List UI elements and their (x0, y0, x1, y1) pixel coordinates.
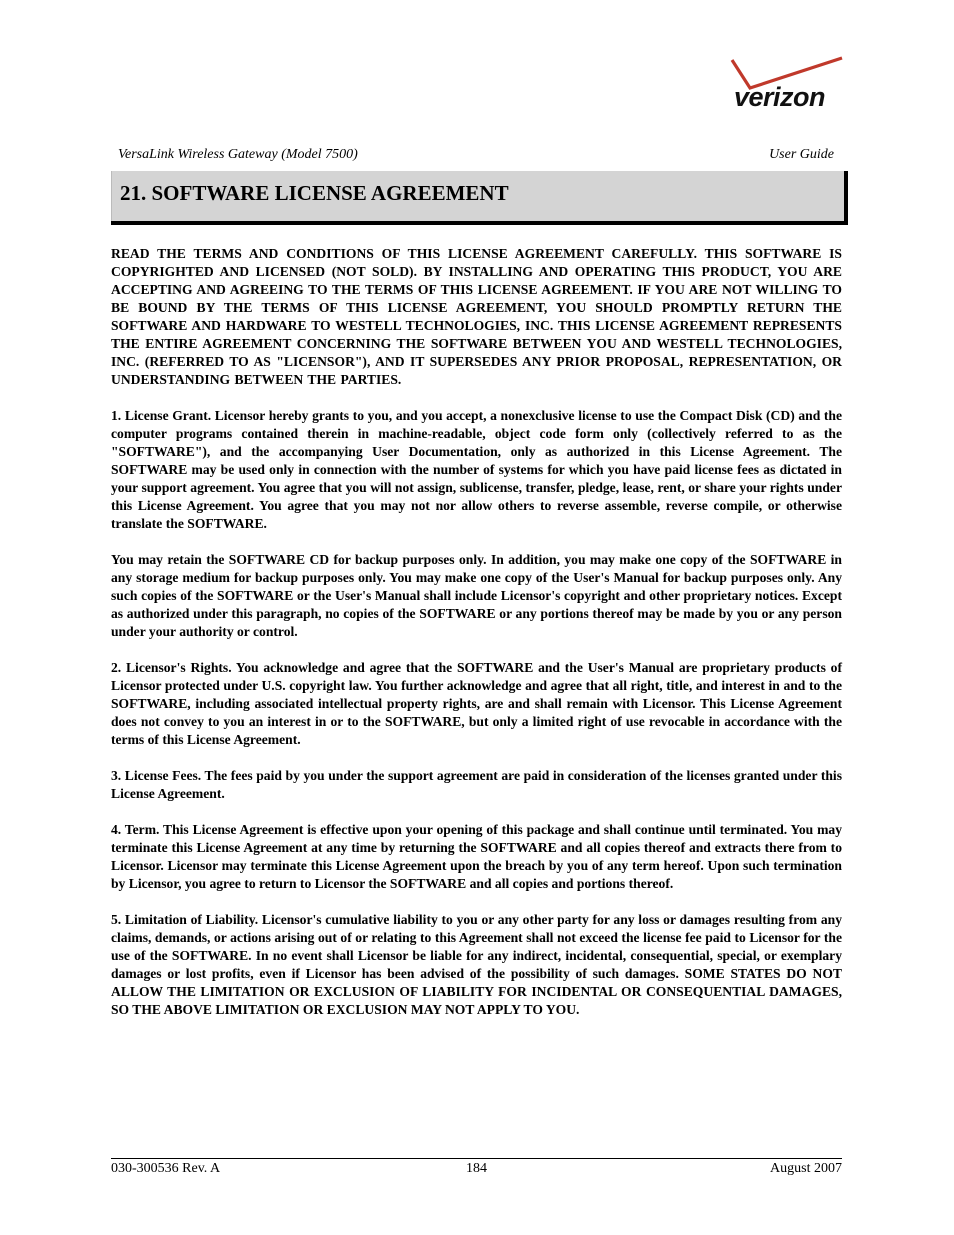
term-paragraph: 4. Term. This License Agreement is effective upon your opening of this package and shall continue until terminated. You may terminate this License Agreement at any time by returning the SOFTWARE and all copies thereof and extracts there from to Licensor. Licensor may terminate this License Agreement upon the breach by you of any term hereof. Upon such termination by Licensor, you agree to return to Licensor the SOFTWARE and all copies and portions thereof. (111, 822, 842, 891)
logo-wordmark: verizon (734, 82, 826, 112)
title-bar-edge (111, 171, 112, 221)
license-fees-paragraph: 3. License Fees. The fees paid by you under the support agreement are paid in consideration of the licenses granted under this License Agreement. (111, 768, 842, 801)
footer-divider (111, 1158, 842, 1159)
license-body (111, 245, 842, 1037)
backup-copy-paragraph: You may retain the SOFTWARE CD for backup purposes only. In addition, you may make one copy of the SOFTWARE in any storage medium for backup purposes only. You may make one copy of the User's Manual for backup purposes only. Any such copies of the SOFTWARE or the User's Manual shall include Licensor's copyright and other proprietary notices. Except as authorized under this paragraph, no copies of the SOFTWARE or any portions thereof may be made by you or any person under your authority or control. (111, 552, 842, 639)
footer-doc-number: 030-300536 Rev. A (111, 1161, 221, 1176)
footer-date: August 2007 (770, 1161, 842, 1176)
section-title: 21. SOFTWARE LICENSE AGREEMENT (120, 181, 509, 205)
verizon-logo (728, 54, 846, 124)
intro-paragraph: READ THE TERMS AND CONDITIONS OF THIS LICENSE AGREEMENT CAREFULLY. THIS SOFTWARE IS COPYRIGHTED AND LICENSED (NOT SOLD). BY INSTALLING AND OPERATING THIS PRODUCT, YOU ARE ACCEPTING AND AGREEING TO THE TERMS OF THIS LICENSE AGREEMENT. IF YOU ARE NOT WILLING TO BE BOUND BY THE TERMS OF THIS LICENSE AGREEMENT, YOU SHOULD PROMPTLY RETURN THE SOFTWARE AND HARDWARE TO WESTELL TECHNOLOGIES, INC. THIS LICENSE AGREEMENT REPRESENTS THE ENTIRE AGREEMENT CONCERNING THE SOFTWARE BETWEEN YOU AND WESTELL TECHNOLOGIES, INC. (REFERRED TO AS "LICENSOR"), AND IT SUPERSEDES ANY PRIOR PROPOSAL, REPRESENTATION, OR UNDERSTANDING BETWEEN THE PARTIES. (111, 246, 842, 387)
section-title-bar (111, 171, 848, 225)
footer-page-number: 184 (466, 1161, 487, 1176)
limitation-liability-paragraph: 5. Limitation of Liability. Licensor's cumulative liability to you or any other party for any loss or damages resulting from any claims, demands, or actions arising out of or relating to this Agreement shall not exceed the license fee paid to Licensor for the use of the SOFTWARE. In no event shall Licensor be liable for any indirect, incidental, consequential, special, or exemplary damages or lost profits, even if Licensor has been advised of the possibility of such damages. SOME STATES DO NOT ALLOW THE LIMITATION OR EXCLUSION OF LIABILITY FOR INCIDENTAL OR CONSEQUENTIAL DAMAGES, SO THE ABOVE LIMITATION OR EXCLUSION MAY NOT APPLY TO YOU. (111, 912, 842, 1017)
license-grant-paragraph: 1. License Grant. Licensor hereby grants to you, and you accept, a nonexclusive license to use the Compact Disk (CD) and the computer programs contained therein in machine-readable, object code form only (collectively referred to as the "SOFTWARE"), and the accompanying User Documentation, only as authorized in this License Agreement. The SOFTWARE may be used only in connection with the number of systems for which you have paid license fees as dictated in your support agreement. You agree that you will not assign, sublicense, transfer, pledge, lease, rent, or share your rights under this License Agreement. You agree that you may not nor allow others to reverse assemble, reverse compile, or otherwise translate the SOFTWARE. (111, 408, 842, 531)
running-title: VersaLink Wireless Gateway (Model 7500) (118, 147, 358, 162)
running-header-right: User Guide (769, 147, 834, 162)
licensor-rights-paragraph: 2. Licensor's Rights. You acknowledge and agree that the SOFTWARE and the User's Manual are proprietary products of Licensor protected under U.S. copyright law. You further acknowledge and agree that all right, title, and interest in and to the SOFTWARE, including associated intellectual property rights, are and shall remain with Licensor. This License Agreement does not convey to you an interest in or to the SOFTWARE, but only a limited right of use revocable in accordance with the terms of this License Agreement. (111, 660, 842, 747)
